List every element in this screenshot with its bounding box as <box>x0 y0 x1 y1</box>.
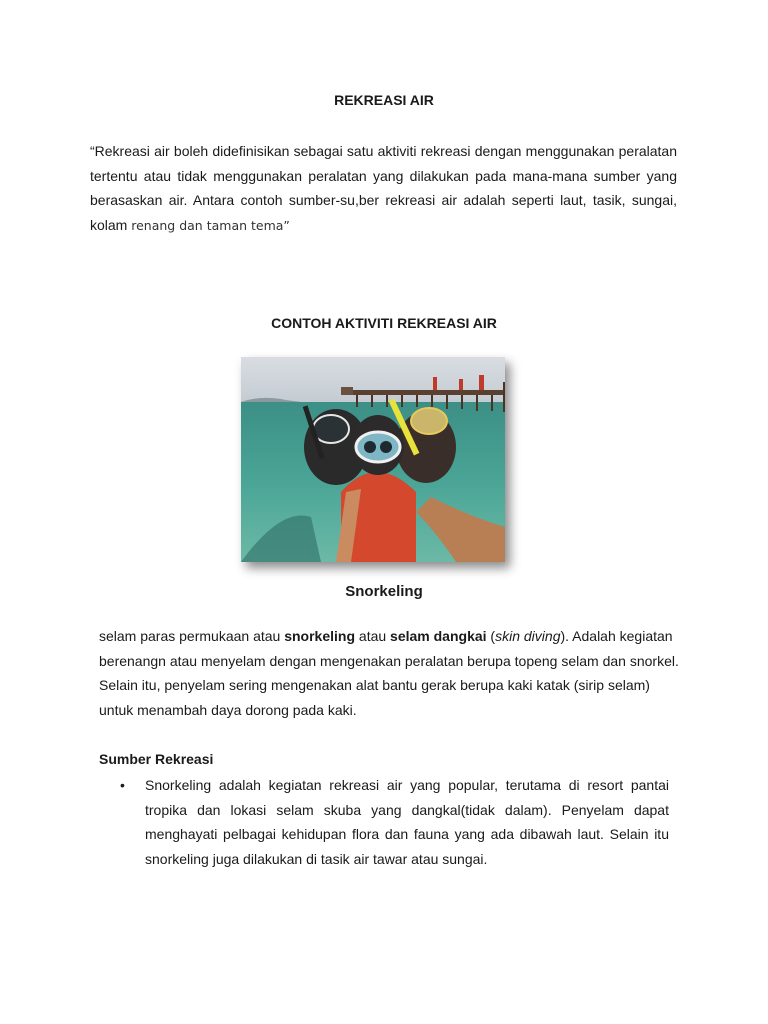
para2-text-1: selam paras permukaan atau <box>99 628 285 644</box>
para2-text-2: atau <box>355 628 391 644</box>
para2-italic-skin-diving: skin diving <box>495 628 561 644</box>
para2-text-3: ( <box>486 628 496 644</box>
section-title: CONTOH AKTIVITI REKREASI AIR <box>271 315 497 331</box>
intro-text: “Rekreasi air boleh didefinisikan sebagai satu aktiviti rekreasi dengan menggunakan peralatan tertentu atau tidak menggunakan peralatan yang dilakukan pada mana-mana sumber yang berasaskan air. Antara contoh sumber-su,ber rekreasi air adalah seperti laut, tasik, sungai, kolam <box>90 143 677 233</box>
photo-caption: Snorkeling <box>345 583 423 600</box>
snorkeling-photo <box>241 357 505 562</box>
description-paragraph <box>99 624 679 722</box>
bullet-list <box>99 773 669 871</box>
bullet-icon: • <box>120 777 125 793</box>
intro-text-end: renang dan taman tema” <box>131 217 290 233</box>
para2-text-4: ). Adalah kegiatan berenangn atau menyelam dengan mengenakan peralatan berupa topeng selam dan snorkel. Selain itu, penyelam sering mengenakan alat bantu gerak berupa kaki katak (sirip selam) untuk menambah daya dorong pada kaki. <box>99 628 679 718</box>
para2-bold-selam-dangkai: selam dangkai <box>390 628 487 644</box>
page-title: REKREASI AIR <box>334 92 434 108</box>
list-item <box>99 773 669 871</box>
bullet-text: Snorkeling adalah kegiatan rekreasi air yang popular, terutama di resort pantai tropika dan lokasi selam skuba yang dangkal(tidak dalam). Penyelam dapat menghayati pelbagai kehidupan flora dan fauna yang ada dibawah laut. Selain itu snorkeling juga dilakukan di tasik air tawar atau sungai. <box>145 777 669 867</box>
snorkeling-photo-illustration <box>241 357 505 562</box>
intro-paragraph <box>90 139 677 238</box>
subheading-sumber-rekreasi: Sumber Rekreasi <box>99 751 214 767</box>
para2-bold-snorkeling: snorkeling <box>284 628 356 644</box>
